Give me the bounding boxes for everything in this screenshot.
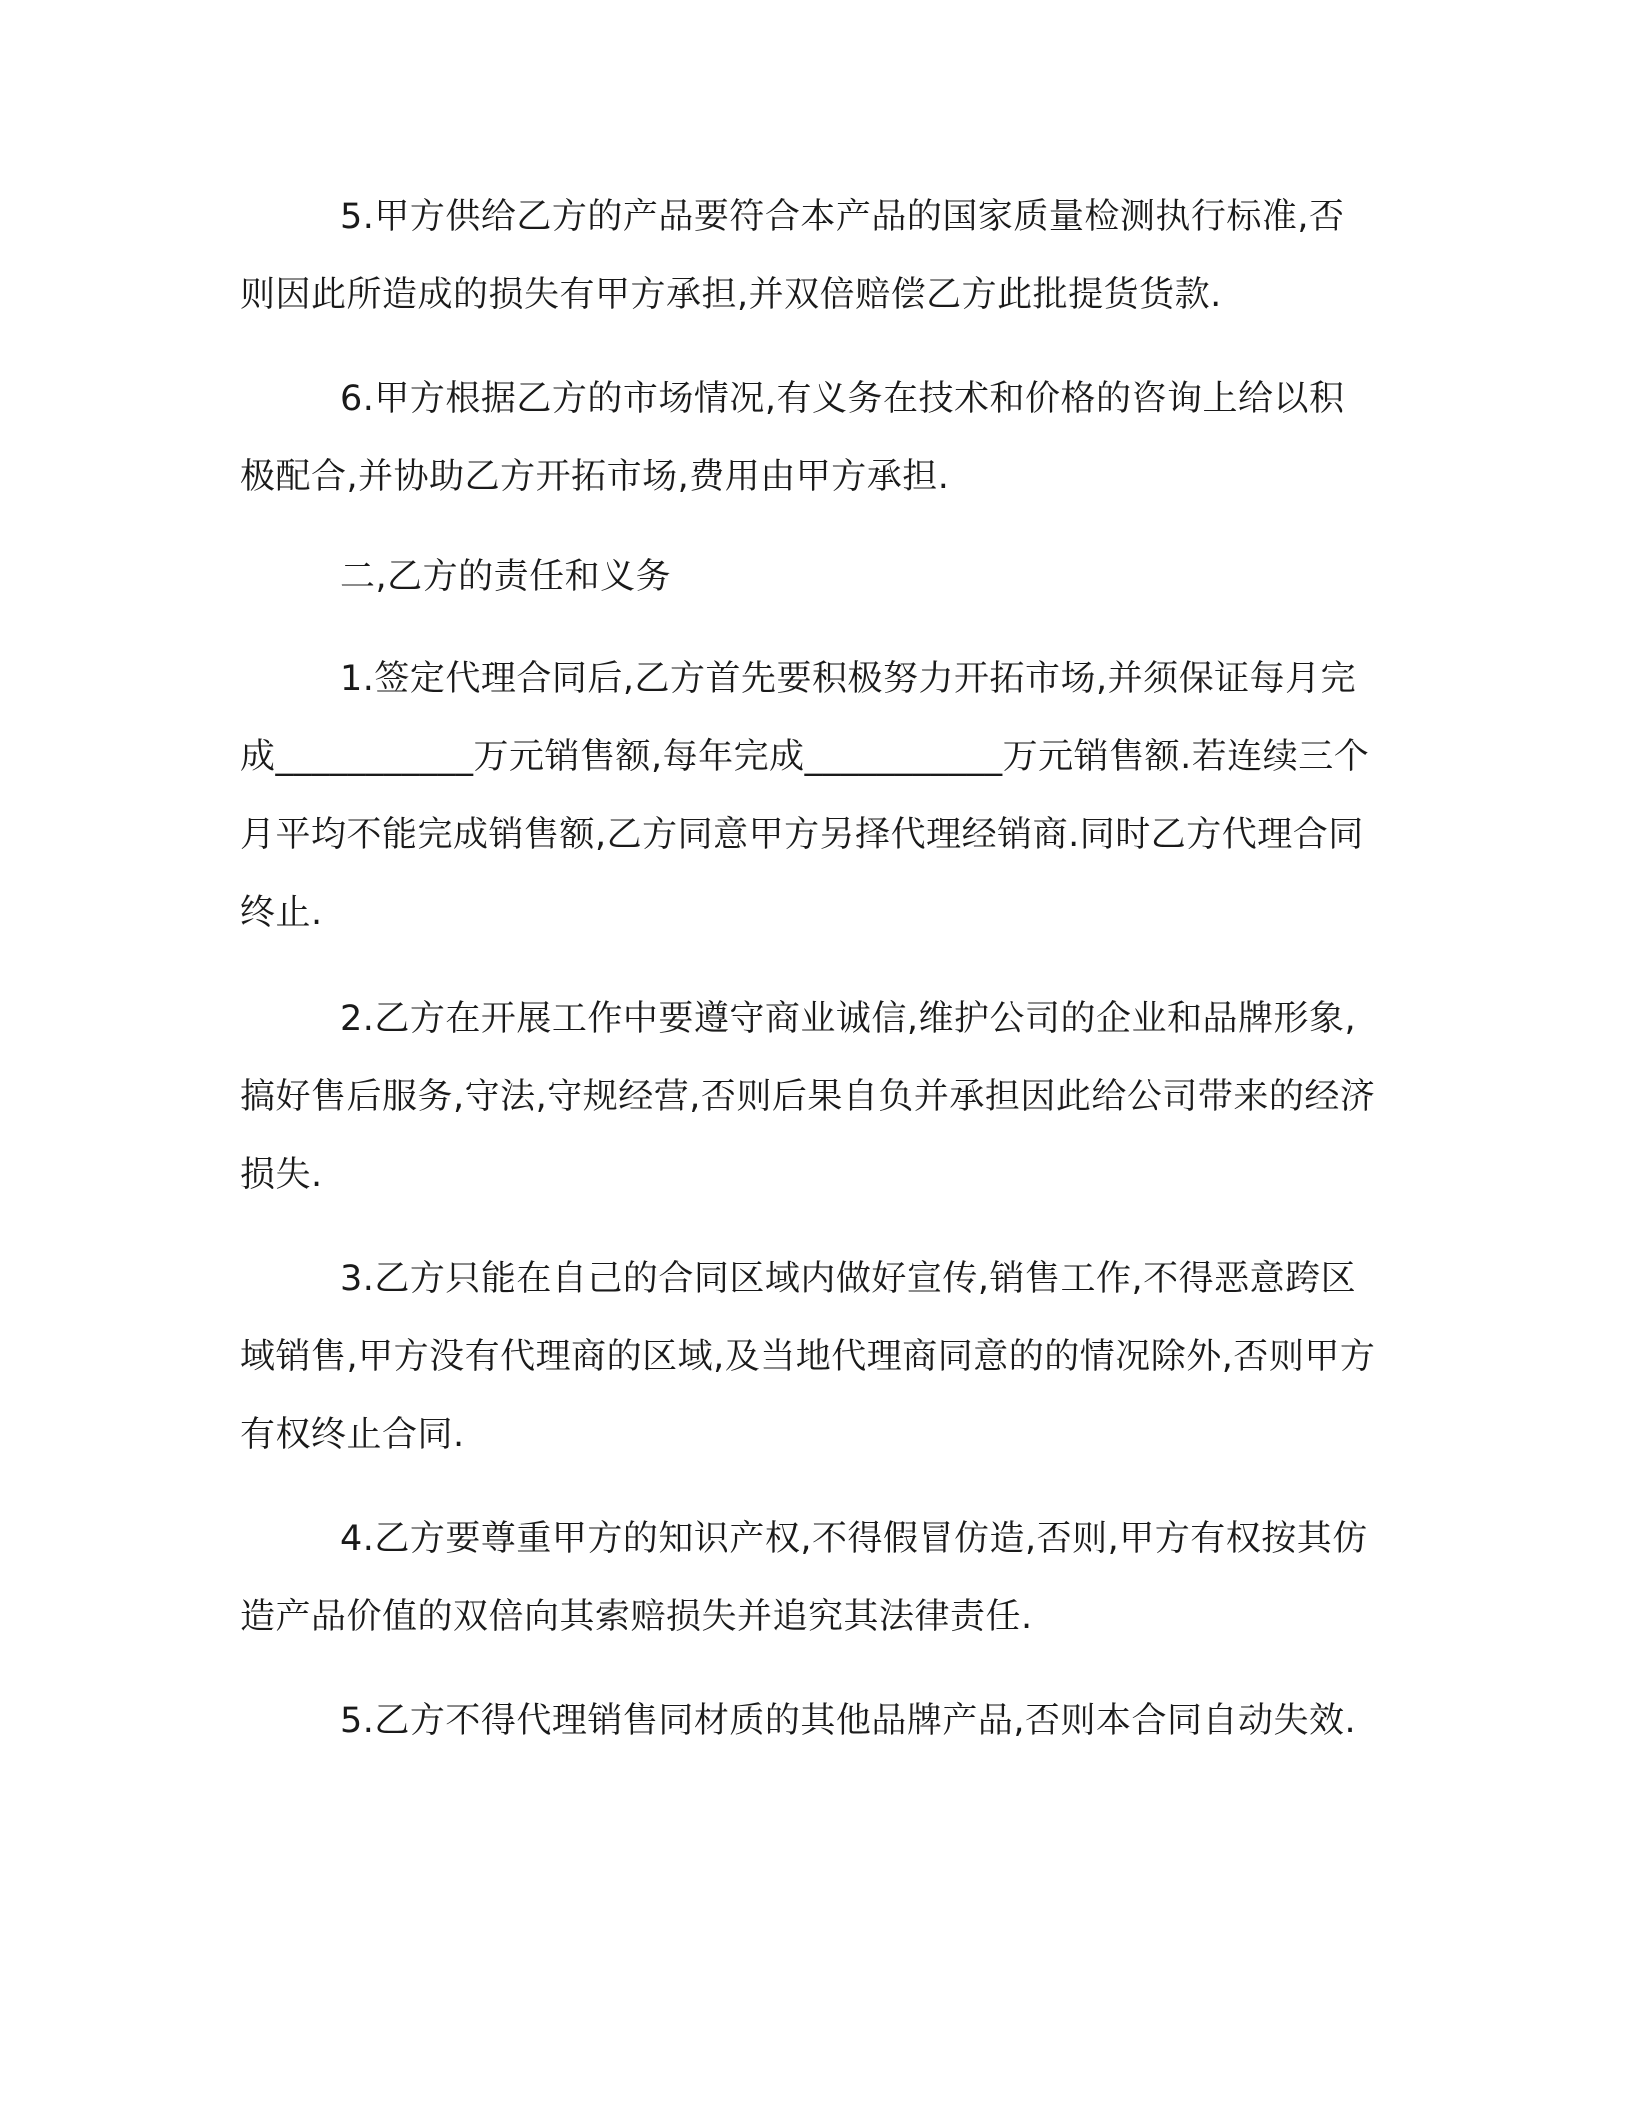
clause-party-a-5: 5.甲方供给乙方的产品要符合本产品的国家质量检测执行标准,否则因此所造成的损失有甲方承担,并双倍赔偿乙方此批提货货款. [240, 197, 1345, 315]
clause-party-a-6: 6.甲方根据乙方的市场情况,有义务在技术和价格的咨询上给以积极配合,并协助乙方开拓市场,费用由甲方承担. [240, 379, 1345, 497]
clause-party-b-2: 2.乙方在开展工作中要遵守商业诚信,维护公司的企业和品牌形象,搞好售后服务,守法,守规经营,否则后果自负并承担因此给公司带来的经济损失. [240, 999, 1376, 1195]
clause-party-b-4: 4.乙方要尊重甲方的知识产权,不得假冒仿造,否则,甲方有权按其仿造产品价值的双倍向其索赔损失并追究其法律责任. [240, 1519, 1368, 1637]
clause-party-b-1: 1.签定代理合同后,乙方首先要积极努力开拓市场,并须保证每月完成___________万元销售额,每年完成___________万元销售额.若连续三个月平均不能完成销售额,乙方同意甲方另择代理经销商.同时乙方代理合同终止. [240, 659, 1370, 933]
section-heading-party-b: 二,乙方的责任和义务 [340, 557, 672, 597]
clause-party-b-3: 3.乙方只能在自己的合同区域内做好宣传,销售工作,不得恶意跨区域销售,甲方没有代理商的区域,及当地代理商同意的的情况除外,否则甲方有权终止合同. [240, 1259, 1376, 1455]
clause-party-b-5: 5.乙方不得代理销售同材质的其他品牌产品,否则本合同自动失效. [340, 1701, 1357, 1741]
